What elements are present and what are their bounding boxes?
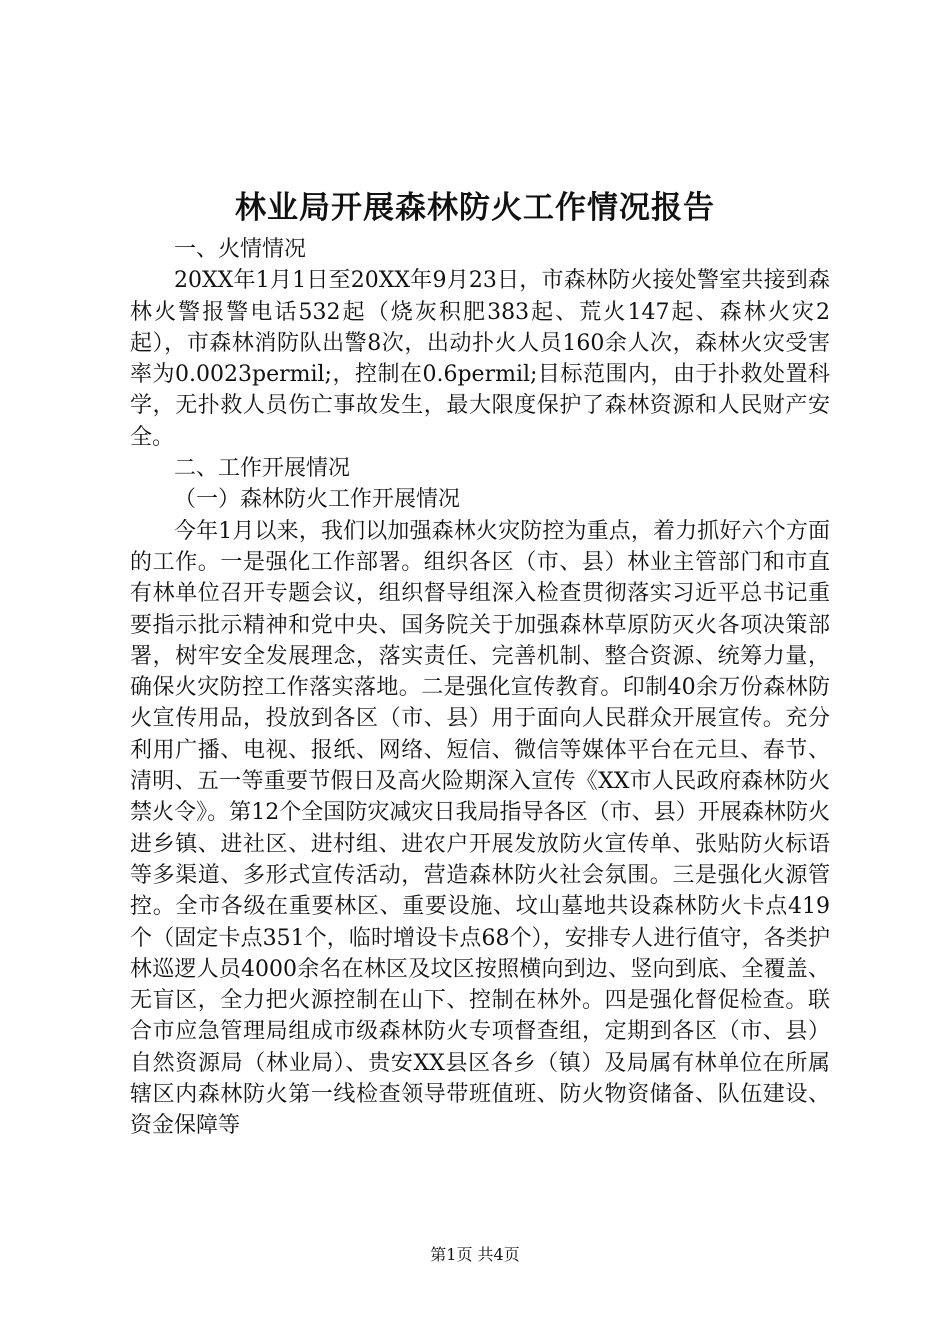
subsection-heading-fire-prevention: （一）森林防火工作开展情况 bbox=[174, 487, 461, 513]
document-body bbox=[130, 234, 830, 1142]
page-number-footer: 第1页 共4页 bbox=[430, 1245, 520, 1264]
section-heading-work-progress: 二、工作开展情况 bbox=[174, 456, 351, 482]
section-heading-fire-situation: 一、火情情况 bbox=[174, 237, 307, 262]
document-title: 林业局开展森林防火工作情况报告 bbox=[235, 190, 715, 226]
paragraph-fire-prevention-work: 今年1月以来，我们以加强森林火灾防控为重点，着力抓好六个方面的工作。一是强化工作部署。组织各区（市、县）林业主管部门和市直有林单位召开专题会议，组织督导组深入检查贯彻落实习近平总书记重要指示批示精神和党中央、国务院关于加强森林草原防灭火各项决策部署，树牢安全发展理念，落实责任、完善机制、整合资源、统筹力量，确保火灾防控工作落实落地。二是强化宣传教育。印制40余万份森林防火宣传用品，投放到各区（市、县）用于面向人民群众开展宣传。充分利用广播、电视、报纸、网络、短信、微信等媒体平台在元旦、春节、清明、五一等重要节假日及高火险期深入宣传《XX市人民政府森林防火禁火令》。第12个全国防灾减灾日我局指导各区（市、县）开展森林防火进乡镇、进社区、进村组、进农户开展发放防火宣传单、张贴防火标语等多渠道、多形式宣传活动，营造森林防火社会氛围。三是强化火源管控。全市各级在重要林区、重要设施、坟山墓地共设森林防火卡点419个（固定卡点351个，临时增设卡点68个），安排专人进行值守，各类护林巡逻人员4000余名在林区及坟区按照横向到边、竖向到底、全覆盖、无盲区，全力把火源控制在山下、控制在林外。四是强化督促检查。联合市应急管理局组成市级森林防火专项督查组，定期到各区（市、县）自然资源局（林业局）、贵安XX县区各乡（镇）及局属有林单位在所属辖区内森林防火第一线检查领导带班值班、防火物资储备、队伍建设、资金保障等 bbox=[130, 518, 830, 1139]
paragraph-fire-statistics: 20XX年1月1日至20XX年9月23日，市森林防火接处警室共接到森林火警报警电话532起（烧灰积肥383起、荒火147起、森林火灾2起），市森林消防队出警8次，出动扑火人员160余人次，森林火灾受害率为0.0023permil;，控制在0.6permil;目标范围内，由于扑救处置科学，无扑救人员伤亡事故发生，最大限度保护了森林资源和人民财产安全。 bbox=[130, 268, 830, 450]
